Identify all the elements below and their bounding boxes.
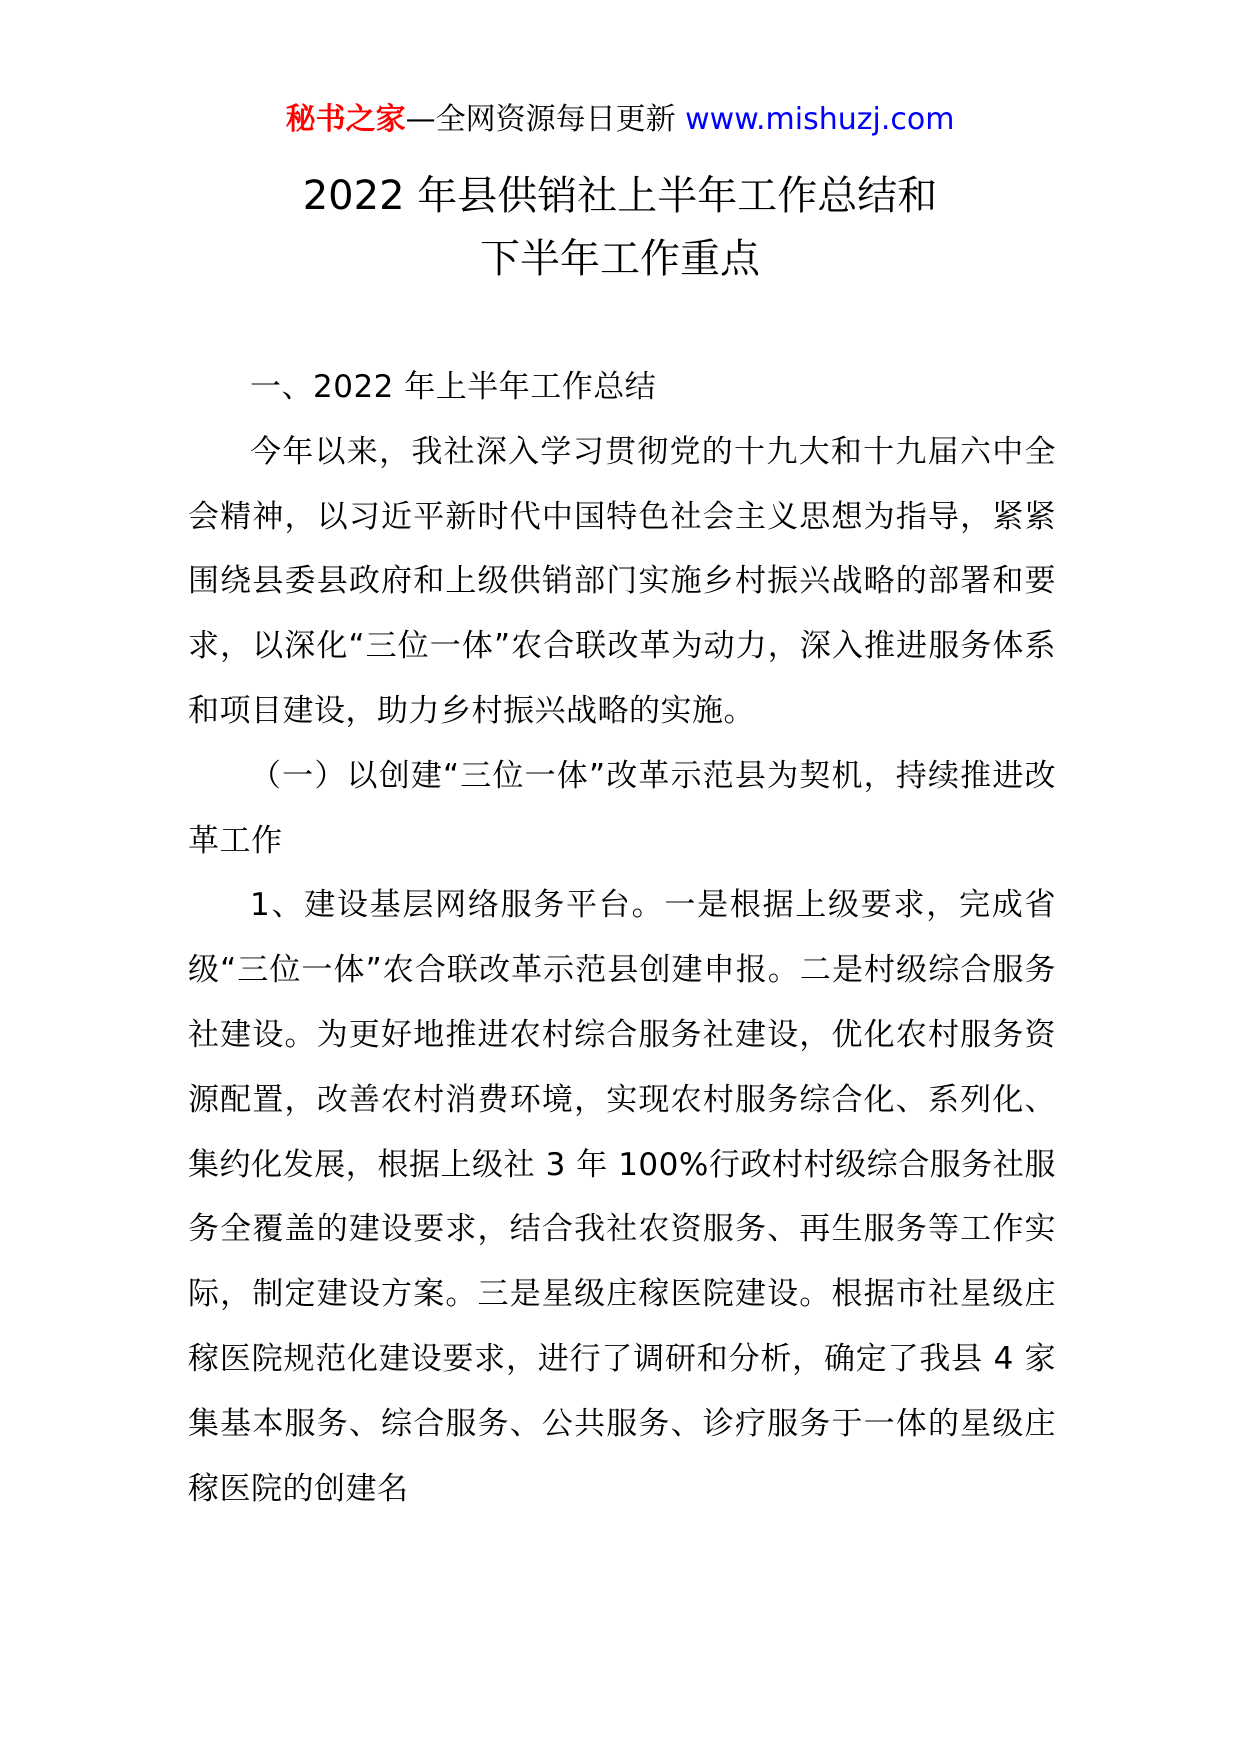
brand-name: 秘书之家 <box>285 102 406 137</box>
subsection-heading: （一）以创建“三位一体”改革示范县为契机，持续推进改革工作 <box>188 757 1056 859</box>
body-paragraph-intro: 今年以来，我社深入学习贯彻党的十九大和十九届六中全会精神，以习近平新时代中国特色社会主义思想为指导，紧紧围绕县委县政府和上级供销部门实施乡村振兴战略的部署和要求，以深化“三位一体”农合联改革为动力，深入推进服务体系和项目建设，助力乡村振兴战略的实施。 <box>188 433 1056 729</box>
site-url-link[interactable]: www.mishuzj.com <box>685 102 955 137</box>
document-title <box>0 165 1240 291</box>
body-paragraph-network-platform: 1、建设基层网络服务平台。一是根据上级要求，完成省级“三位一体”农合联改革示范县创建申报。二是村级综合服务社建设。为更好地推进农村综合服务社建设，优化农村服务资源配置，改善农村消费环境，实现农村服务综合化、系列化、集约化发展，根据上级社 3 年 100%行政村村级综合服务社服务全覆盖的建设要求，结合我社农资服务、再生服务等工作实际，制定建设方案。三是星级庄稼医院建设。根据市社星级庄稼医院规范化建设要求，进行了调研和分析，确定了我县 4 家集基本服务、综合服务、公共服务、诊疗服务于一体的星级庄稼医院的创建名 <box>188 887 1056 1507</box>
section-heading: 一、2022 年上半年工作总结 <box>250 369 657 405</box>
header-tagline: —全网资源每日更新 <box>405 102 676 137</box>
site-header-banner <box>0 100 1240 140</box>
document-body <box>188 355 1056 1521</box>
title-line-1: 2022 年县供销社上半年工作总结和 <box>302 173 938 219</box>
title-line-2: 下半年工作重点 <box>480 236 760 282</box>
